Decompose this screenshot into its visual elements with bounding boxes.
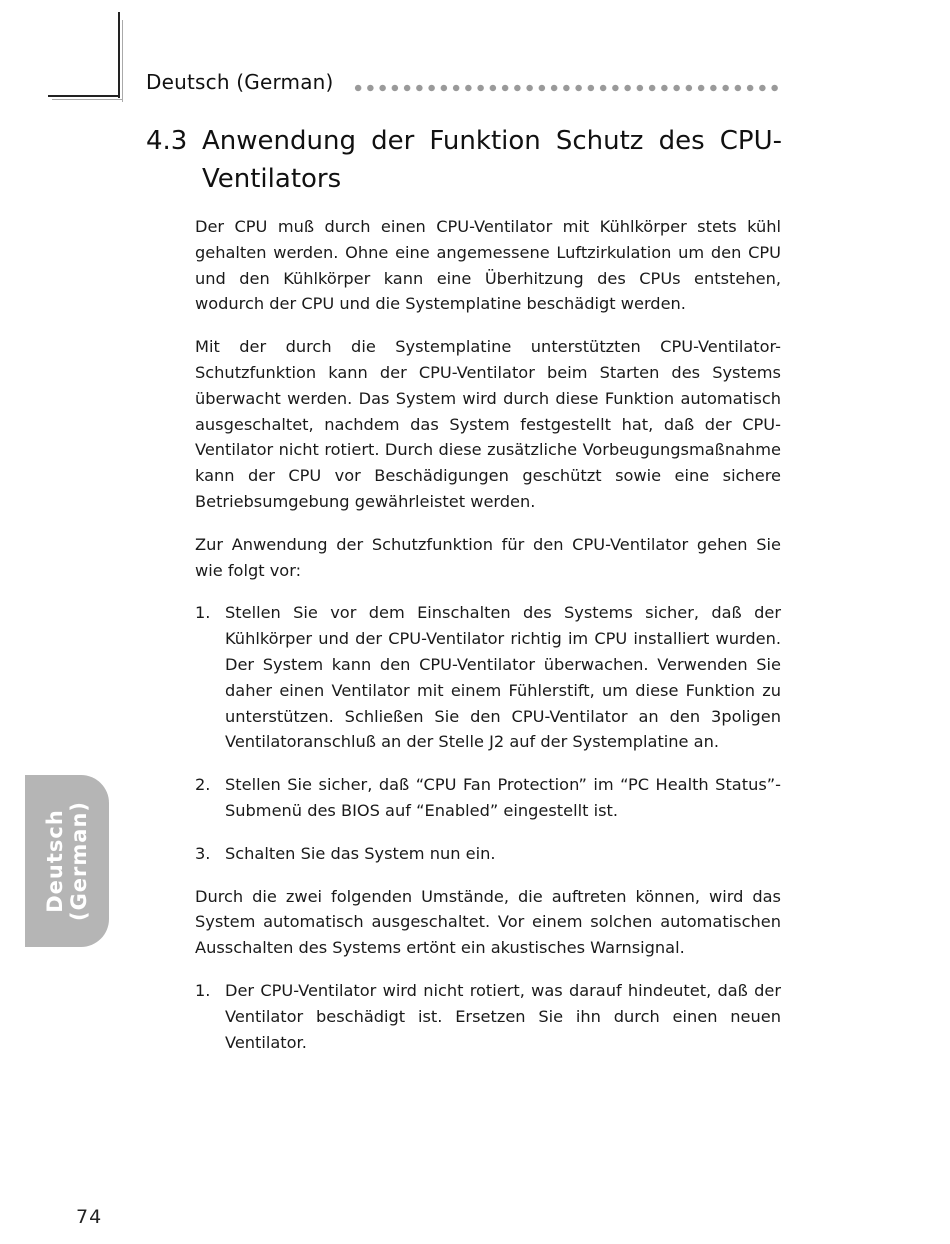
section-number: 4.3: [146, 126, 188, 156]
steps-list: [195, 600, 781, 866]
feature-paragraph: Mit der durch die Systemplatine unterstützten CPU-Ventilator-Schutzfunktion kann der CPU-Ventilator beim Starten des Systems überwacht werden. Das System wird durch diese Funktion automatisch ausgeschaltet, nachdem das System festgestellt hat, daß der CPU-Ventilator nicht rotiert. Durch diese zusätzliche Vorbeugungsmaßnahme kann der CPU vor Beschädigungen geschützt sowie eine sichere Betriebsumgebung gewährleistet werden.: [195, 337, 781, 511]
intro-paragraph: Der CPU muß durch einen CPU-Ventilator mit Kühlkörper stets kühl gehalten werden. Ohne eine angemessene Luftzirkulation um den CPU und den Kühlkörper kann eine Überhitzung des CPUs entstehen, wodurch der CPU und die Systemplatine beschädigt werden.: [195, 217, 781, 314]
list-marker: 2.: [195, 775, 211, 795]
crop-mark-horizontal: [48, 95, 120, 97]
side-tab-line-1: Deutsch: [43, 809, 67, 913]
list-marker: 1.: [195, 980, 211, 1000]
list-marker: 1.: [195, 603, 211, 623]
list-item: [195, 841, 781, 867]
section-title: Anwendung der Funktion Schutz des CPU-Ventilators: [202, 126, 782, 194]
conditions-list: [195, 978, 781, 1055]
crop-mark-vertical-shadow: [122, 20, 123, 102]
list-item: [195, 600, 781, 755]
list-item: [195, 978, 781, 1055]
steps-intro-paragraph: Zur Anwendung der Schutzfunktion für den CPU-Ventilator gehen Sie wie folgt vor:: [195, 534, 781, 580]
section-heading: [146, 122, 782, 198]
language-side-tab-label: [43, 801, 91, 921]
list-item: [195, 772, 781, 824]
list-item-text: Schalten Sie das System nun ein.: [225, 843, 496, 863]
list-item-text: Stellen Sie vor dem Einschalten des Systems sicher, daß der Kühlkörper und der CPU-Ventilator richtig im CPU installiert wurden. Der System kann den CPU-Ventilator überwachen. Verwenden Sie daher einen Ventilator mit einem Fühlerstift, um diese Funktion zu unterstützen. Schließen Sie den CPU-Ventilator an den 3poligen Ventilatoranschluß an der Stelle J2 auf der Systemplatine an.: [225, 603, 781, 752]
list-marker: 3.: [195, 843, 211, 863]
crop-mark-horizontal-shadow: [52, 99, 122, 100]
running-header-title: Deutsch (German): [146, 70, 334, 94]
header-dot-leader: [352, 83, 782, 93]
conditions-intro-paragraph: Durch die zwei folgenden Umstände, die auftreten können, wird das System automatisch ausgeschaltet. Vor einem solchen automatischen Ausschalten des Systems ertönt ein akustisches Warnsignal.: [195, 886, 781, 958]
crop-mark-vertical: [118, 12, 120, 98]
list-item-text: Stellen Sie sicher, daß “CPU Fan Protection” im “PC Health Status”-Submenü des BIOS auf “Enabled” eingestellt ist.: [225, 775, 781, 820]
body-content: [195, 214, 781, 1072]
page-number: 74: [76, 1206, 103, 1228]
side-tab-line-2: (German): [67, 800, 91, 922]
list-item-text: Der CPU-Ventilator wird nicht rotiert, was darauf hindeutet, daß der Ventilator beschädigt ist. Ersetzen Sie ihn durch einen neuen Ventilator.: [225, 980, 781, 1052]
